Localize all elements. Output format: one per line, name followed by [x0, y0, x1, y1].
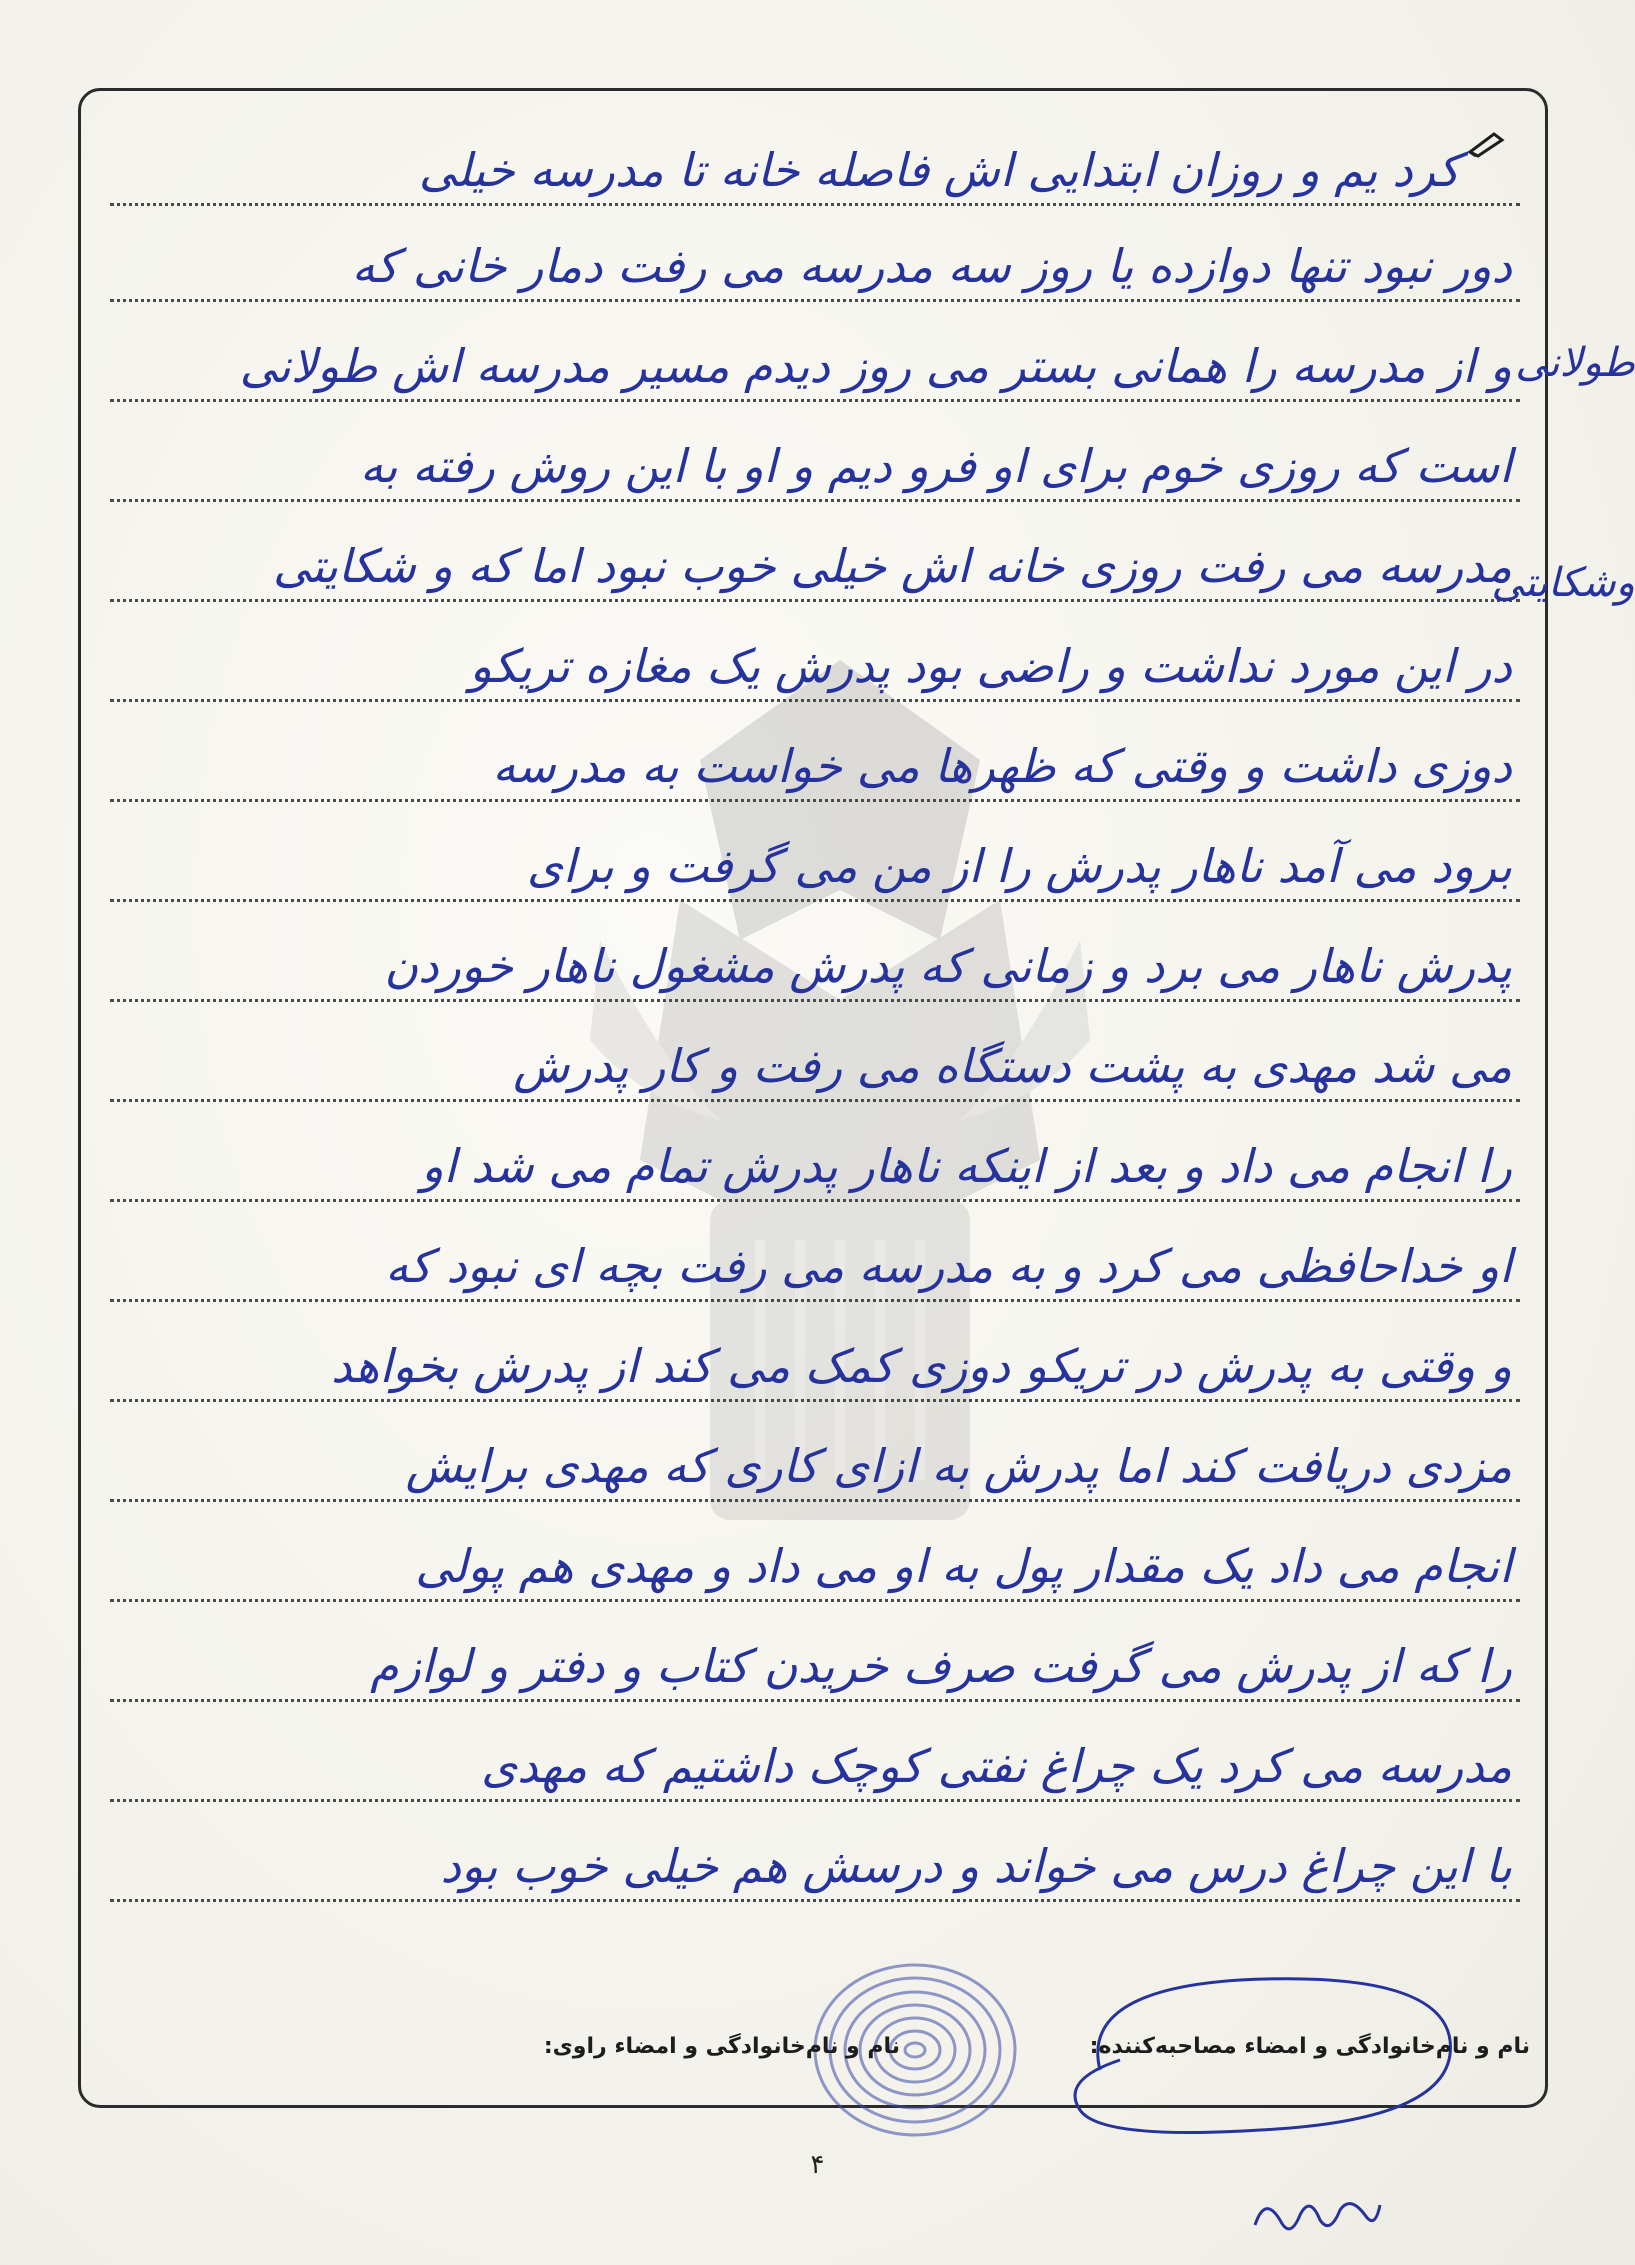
- text-line: [110, 1316, 1520, 1406]
- text-line: [110, 916, 1520, 1006]
- handwritten-line-text: را انجام می داد و بعد از اینکه ناهار پدرش تمام می شد او: [421, 1139, 1512, 1193]
- dotted-rule: [110, 1299, 1520, 1302]
- signature-footer: [100, 2022, 1540, 2082]
- text-line: [110, 616, 1520, 706]
- handwritten-line-text: مدرسه می رفت روزی خانه اش خیلی خوب نبود اما که و شکایتی: [272, 539, 1512, 593]
- text-line: [110, 1516, 1520, 1606]
- dotted-rule: [110, 1699, 1520, 1702]
- handwritten-line-text: با این چراغ درس می خواند و درسش هم خیلی خوب بود: [440, 1839, 1512, 1893]
- handwritten-signature: [1245, 2185, 1385, 2245]
- dotted-rule: [110, 1599, 1520, 1602]
- dotted-rule: [110, 1799, 1520, 1802]
- handwritten-line-text: و وقتی به پدرش در تریکو دوزی کمک می کند از پدرش بخواهد: [331, 1339, 1512, 1393]
- pen-icon: [1466, 128, 1506, 158]
- handwritten-line-text: دوزی داشت و وقتی که ظهرها می خواست به مدرسه: [492, 739, 1512, 793]
- text-line: [110, 1016, 1520, 1106]
- handwritten-line-text: را که از پدرش می گرفت صرف خریدن کتاب و دفتر و لوازم: [370, 1639, 1512, 1693]
- text-line: [110, 1216, 1520, 1306]
- handwritten-line-text: و از مدرسه را همانی بستر می روز دیدم مسیر مدرسه اش طولانی: [239, 339, 1512, 393]
- handwritten-line-text: در این مورد نداشت و راضی بود پدرش یک مغازه تریکو: [469, 639, 1512, 693]
- page-number: ۴: [810, 2150, 825, 2180]
- text-line: [110, 1116, 1520, 1206]
- dotted-rule: [110, 899, 1520, 902]
- text-line: [110, 1416, 1520, 1506]
- dotted-rule: [110, 999, 1520, 1002]
- text-line: [110, 1616, 1520, 1706]
- handwritten-line-text: برود می آمد ناهار پدرش را از من می گرفت و برای: [526, 839, 1512, 893]
- handwritten-line-text: می شد مهدی به پشت دستگاه می رفت و کار پدرش: [513, 1039, 1512, 1093]
- text-line: [110, 416, 1520, 506]
- dotted-rule: [110, 799, 1520, 802]
- handwritten-line-text: مدرسه می کرد یک چراغ نفتی کوچک داشتیم که مهدی: [481, 1739, 1512, 1793]
- interviewer-signature-label: نام و نام‌خانوادگی و امضاء مصاحبه‌کننده:: [1089, 2034, 1530, 2059]
- dotted-rule: [110, 399, 1520, 402]
- handwritten-line-text: مزدی دریافت کند اما پدرش به ازای کاری که مهدی برایش: [405, 1439, 1512, 1493]
- text-line: [110, 216, 1520, 306]
- handwritten-line-text: است که روزی خوم برای او فرو دیم و او با این روش رفته به: [360, 439, 1512, 493]
- handwritten-lines: [110, 120, 1520, 2000]
- dotted-rule: [110, 499, 1520, 502]
- text-line: [110, 716, 1520, 806]
- dotted-rule: [110, 1099, 1520, 1102]
- text-line: [110, 120, 1520, 210]
- text-line: [110, 816, 1520, 906]
- handwritten-line-text: انجام می داد یک مقدار پول به او می داد و مهدی هم پولی: [415, 1539, 1512, 1593]
- margin-overflow-word: وشکایتی: [1491, 560, 1635, 606]
- text-line: [110, 1716, 1520, 1806]
- handwritten-line-text: پدرش ناهار می برد و زمانی که پدرش مشغول ناهار خوردن: [384, 939, 1512, 993]
- dotted-rule: [110, 299, 1520, 302]
- handwritten-line-text: او خداحافظی می کرد و به مدرسه می رفت بچه ای نبود که: [385, 1239, 1512, 1293]
- dotted-rule: [110, 203, 1520, 206]
- handwritten-line-text: دور نبود تنها دوازده یا روز سه مدرسه می رفت دمار خانی که: [351, 239, 1512, 293]
- margin-overflow-word: طولانی: [1515, 340, 1635, 386]
- dotted-rule: [110, 1899, 1520, 1902]
- dotted-rule: [110, 699, 1520, 702]
- dotted-rule: [110, 1499, 1520, 1502]
- dotted-rule: [110, 1399, 1520, 1402]
- handwritten-line-text: کرد یم و روزان ابتدایی اش فاصله خانه تا مدرسه خیلی: [418, 143, 1460, 197]
- dotted-rule: [110, 1199, 1520, 1202]
- text-line: [110, 1816, 1520, 1906]
- narrator-signature-label: نام و نام‌خانوادگی و امضاء راوی:: [543, 2034, 900, 2059]
